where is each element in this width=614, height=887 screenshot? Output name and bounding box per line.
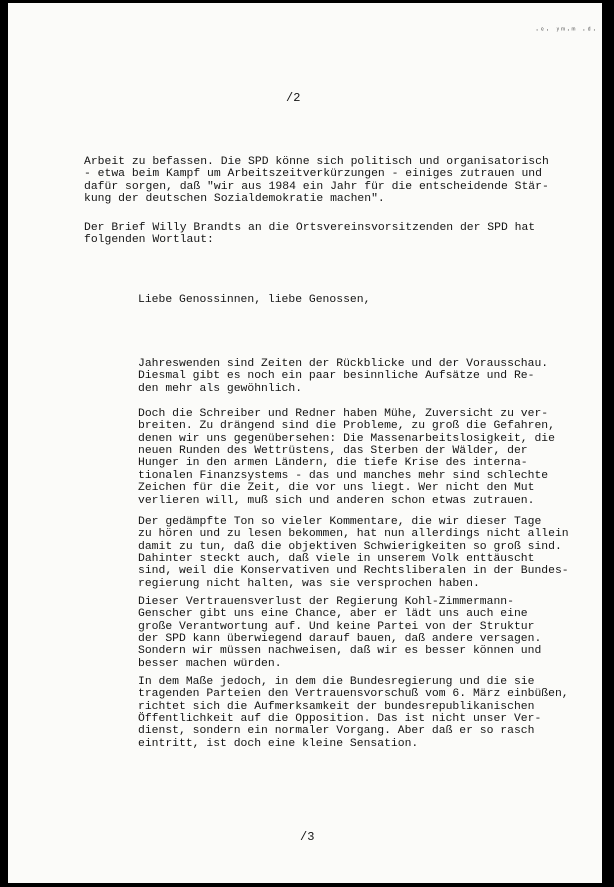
intro-paragraph-1: Arbeit zu befassen. Die SPD könne sich politisch und organisatorisch - etwa beim Kampf um Arbeitszeitverkürzungen - einiges zutrauen und dafür sorgen, daß "wir aus 1984 ein Jahr für die entscheidende Stär- kung der deutschen Sozialdemokratie machen". bbox=[84, 155, 549, 206]
letter-paragraph-1: Jahreswenden sind Zeiten der Rückblicke und der Vorausschau. Diesmal gibt es noch ein paar besinnliche Aufsätze und Re- den mehr als gewöhnlich. bbox=[138, 357, 549, 395]
page-number-top: /2 bbox=[286, 91, 301, 105]
document-page bbox=[8, 3, 602, 883]
corner-mark: ·ᵉ· ʸᵐ·ᵐ ·ᵈ· bbox=[535, 27, 598, 35]
letter-paragraph-5: In dem Maße jedoch, in dem die Bundesregierung und die sie tragenden Parteien den Vertrauensvorschuß vom 6. März einbüßen, richtet sich die Aufmerksamkeit der bundesrepublikanischen Öffentlichkeit auf die Opposition. Das ist nicht unser Ver- dienst, sondern ein normaler Vorgang. Aber daß er so rasch eintritt, ist doch eine kleine Sensation. bbox=[138, 675, 569, 750]
letter-paragraph-3: Der gedämpfte Ton so vieler Kommentare, die wir dieser Tage zu hören und zu lesen bekommen, hat nun allerdings nicht allein damit zu tun, daß die objektiven Schwierigkeiten so groß sind. Dahinter steckt auch, daß viele in unserem Volk enttäuscht sind, weil die Konservativen und Rechtsliberalen in der Bundes- regierung nicht halten, was sie versprochen haben. bbox=[138, 515, 569, 590]
page-number-bottom: /3 bbox=[300, 830, 315, 844]
letter-paragraph-2: Doch die Schreiber und Redner haben Mühe, Zuversicht zu ver- breiten. Zu drängend sind die Probleme, zu groß die Gefahren, denen wir uns gegenübersehen: Die Massenarbeitslosigkeit, die neuen Runden des Wettrüstens, das Sterben der Wälder, der Hunger in den armen Ländern, die tiefe Krise des interna- tionalen Finanzsystems - das und manches mehr sind schlechte Zeichen für die Zeit, die vor uns liegt. Wer nicht den Mut verlieren will, muß sich und anderen schon etwas zutrauen. bbox=[138, 407, 555, 507]
letter-salutation: Liebe Genossinnen, liebe Genossen, bbox=[138, 294, 371, 306]
letter-paragraph-4: Dieser Vertrauensverlust der Regierung Kohl-Zimmermann- Genscher gibt uns eine Chance, aber er lädt uns auch eine große Verantwortung auf. Und keine Partei von der Struktur der SPD kann überwiegend darauf bauen, daß andere versagen. Sondern wir müssen nachweisen, daß wir es besser können und besser machen würden. bbox=[138, 595, 542, 670]
intro-paragraph-2: Der Brief Willy Brandts an die Ortsvereinsvorsitzenden der SPD hat folgenden Wortlaut: bbox=[84, 221, 536, 247]
